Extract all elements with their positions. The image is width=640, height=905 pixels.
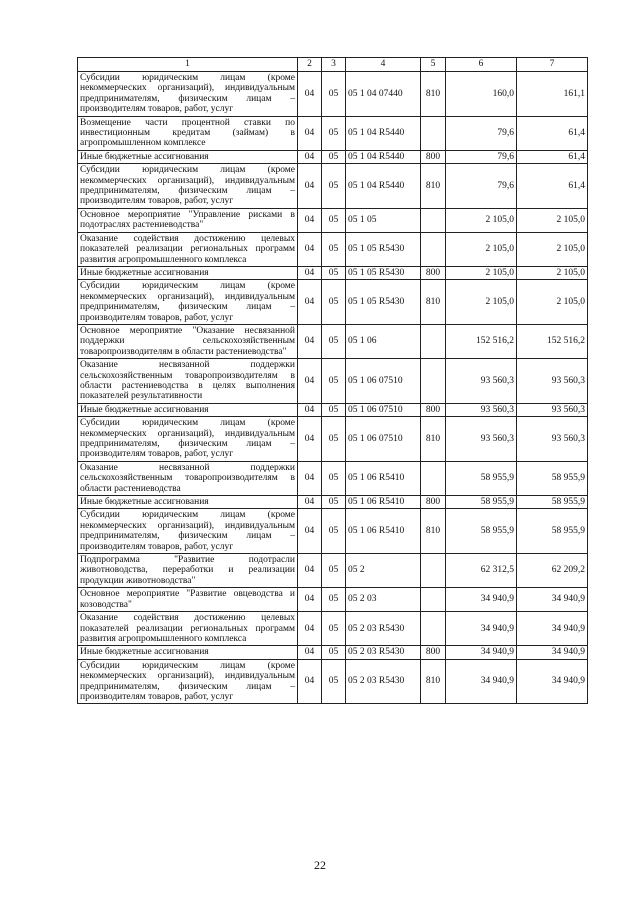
section-cell: 04: [298, 554, 322, 588]
amount-year1-cell: 34 940,9: [446, 659, 517, 704]
amount-year1-cell: 58 955,9: [446, 509, 517, 554]
row-name-cell: Субсидии юридическим лицам (кроме некоммерческих организаций), индивидуальным предпринимателям, физическим лицам – производителям товаров, работ, услуг: [78, 659, 298, 704]
section-cell: 04: [298, 646, 322, 659]
subsection-cell: 05: [322, 612, 346, 646]
amount-year2-cell: 34 940,9: [517, 659, 588, 704]
column-header: 5: [421, 58, 446, 72]
table-row: [78, 150, 588, 163]
target-article-cell: 05 1 04 R5440: [346, 150, 421, 163]
expense-type-cell: 810: [421, 509, 446, 554]
section-cell: 04: [298, 509, 322, 554]
section-cell: 04: [298, 164, 322, 209]
expense-type-cell: 800: [421, 496, 446, 509]
row-name-cell: Иные бюджетные ассигнования: [78, 403, 298, 416]
amount-year1-cell: 93 560,3: [446, 417, 517, 462]
section-cell: 04: [298, 612, 322, 646]
expense-type-cell: [421, 324, 446, 358]
table-row: [78, 417, 588, 462]
section-cell: 04: [298, 359, 322, 404]
target-article-cell: 05 1 05 R5430: [346, 266, 421, 279]
section-cell: 04: [298, 417, 322, 462]
section-cell: 04: [298, 280, 322, 325]
subsection-cell: 05: [322, 461, 346, 495]
subsection-cell: 05: [322, 72, 346, 117]
row-name-cell: Возмещение части процентной ставки по инвестиционным кредитам (займам) в агропромышленном комплексе: [78, 116, 298, 150]
table-row: [78, 116, 588, 150]
expense-type-cell: 810: [421, 659, 446, 704]
table-row: [78, 659, 588, 704]
expense-type-cell: [421, 461, 446, 495]
row-name-cell: Подпрограмма "Развитие подотрасли животноводства, переработки и реализации продукции животноводства": [78, 554, 298, 588]
expense-type-cell: [421, 116, 446, 150]
subsection-cell: 05: [322, 659, 346, 704]
target-article-cell: 05 1 05: [346, 208, 421, 232]
subsection-cell: 05: [322, 646, 346, 659]
section-cell: 04: [298, 496, 322, 509]
column-header: 6: [446, 58, 517, 72]
row-name-cell: Оказание несвязанной поддержки сельскохозяйственным товаропроизводителям в области растениеводства: [78, 461, 298, 495]
expense-type-cell: 800: [421, 150, 446, 163]
section-cell: 04: [298, 403, 322, 416]
amount-year2-cell: 2 105,0: [517, 208, 588, 232]
amount-year1-cell: 62 312,5: [446, 554, 517, 588]
target-article-cell: 05 1 06 R5410: [346, 461, 421, 495]
section-cell: 04: [298, 150, 322, 163]
table-row: [78, 509, 588, 554]
amount-year1-cell: 79,6: [446, 116, 517, 150]
amount-year1-cell: 152 516,2: [446, 324, 517, 358]
table-row: [78, 461, 588, 495]
amount-year1-cell: 2 105,0: [446, 266, 517, 279]
section-cell: 04: [298, 208, 322, 232]
row-name-cell: Оказание несвязанной поддержки сельскохозяйственным товаропроизводителям в области растениеводства в целях выполнения показателей результативности: [78, 359, 298, 404]
amount-year2-cell: 62 209,2: [517, 554, 588, 588]
amount-year2-cell: 93 560,3: [517, 359, 588, 404]
amount-year2-cell: 61,4: [517, 150, 588, 163]
amount-year2-cell: 34 940,9: [517, 588, 588, 612]
amount-year1-cell: 58 955,9: [446, 496, 517, 509]
expense-type-cell: [421, 612, 446, 646]
expense-type-cell: 810: [421, 164, 446, 209]
expense-type-cell: [421, 359, 446, 404]
amount-year1-cell: 2 105,0: [446, 280, 517, 325]
target-article-cell: 05 2 03: [346, 588, 421, 612]
row-name-cell: Иные бюджетные ассигнования: [78, 646, 298, 659]
subsection-cell: 05: [322, 266, 346, 279]
subsection-cell: 05: [322, 496, 346, 509]
target-article-cell: 05 2: [346, 554, 421, 588]
amount-year1-cell: 2 105,0: [446, 232, 517, 266]
amount-year2-cell: 58 955,9: [517, 461, 588, 495]
subsection-cell: 05: [322, 150, 346, 163]
subsection-cell: 05: [322, 324, 346, 358]
row-name-cell: Субсидии юридическим лицам (кроме некоммерческих организаций), индивидуальным предпринимателям, физическим лицам – производителям товаров, работ, услуг: [78, 280, 298, 325]
subsection-cell: 05: [322, 554, 346, 588]
amount-year1-cell: 160,0: [446, 72, 517, 117]
row-name-cell: Иные бюджетные ассигнования: [78, 496, 298, 509]
amount-year2-cell: 93 560,3: [517, 403, 588, 416]
amount-year2-cell: 58 955,9: [517, 509, 588, 554]
row-name-cell: Субсидии юридическим лицам (кроме некоммерческих организаций), индивидуальным предпринимателям, физическим лицам – производителям товаров, работ, услуг: [78, 417, 298, 462]
column-header: 4: [346, 58, 421, 72]
row-name-cell: Субсидии юридическим лицам (кроме некоммерческих организаций), индивидуальным предпринимателям, физическим лицам – производителям товаров, работ, услуг: [78, 72, 298, 117]
section-cell: 04: [298, 116, 322, 150]
subsection-cell: 05: [322, 403, 346, 416]
table-body: [78, 72, 588, 704]
subsection-cell: 05: [322, 164, 346, 209]
amount-year1-cell: 93 560,3: [446, 403, 517, 416]
subsection-cell: 05: [322, 208, 346, 232]
table-row: [78, 280, 588, 325]
target-article-cell: 05 2 03 R5430: [346, 612, 421, 646]
expense-type-cell: 800: [421, 403, 446, 416]
amount-year1-cell: 2 105,0: [446, 208, 517, 232]
amount-year1-cell: 34 940,9: [446, 646, 517, 659]
target-article-cell: 05 1 06 07510: [346, 359, 421, 404]
row-name-cell: Основное мероприятие "Развитие овцеводства и козоводства": [78, 588, 298, 612]
section-cell: 04: [298, 232, 322, 266]
expense-type-cell: 810: [421, 417, 446, 462]
section-cell: 04: [298, 324, 322, 358]
amount-year1-cell: 34 940,9: [446, 612, 517, 646]
table-row: [78, 359, 588, 404]
amount-year2-cell: 93 560,3: [517, 417, 588, 462]
row-name-cell: Основное мероприятие "Оказание несвязанной поддержки сельскохозяйственным товаропроизводителям в области растениеводства": [78, 324, 298, 358]
subsection-cell: 05: [322, 588, 346, 612]
subsection-cell: 05: [322, 359, 346, 404]
subsection-cell: 05: [322, 509, 346, 554]
expense-type-cell: [421, 588, 446, 612]
table-row: [78, 554, 588, 588]
amount-year2-cell: 2 105,0: [517, 232, 588, 266]
table-row: [78, 232, 588, 266]
target-article-cell: 05 1 06 R5410: [346, 509, 421, 554]
target-article-cell: 05 1 06 07510: [346, 403, 421, 416]
target-article-cell: 05 1 04 R5440: [346, 164, 421, 209]
row-name-cell: Субсидии юридическим лицам (кроме некоммерческих организаций), индивидуальным предпринимателям, физическим лицам – производителям товаров, работ, услуг: [78, 164, 298, 209]
table-row: [78, 72, 588, 117]
row-name-cell: Субсидии юридическим лицам (кроме некоммерческих организаций), индивидуальным предпринимателям, физическим лицам – производителям товаров, работ, услуг: [78, 509, 298, 554]
table-row: [78, 588, 588, 612]
amount-year1-cell: 58 955,9: [446, 461, 517, 495]
expense-type-cell: 810: [421, 280, 446, 325]
table-row: [78, 324, 588, 358]
row-name-cell: Оказание содействия достижению целевых показателей реализации региональных программ развития агропромышленного комплекса: [78, 612, 298, 646]
budget-table: [77, 57, 588, 704]
expense-type-cell: [421, 208, 446, 232]
subsection-cell: 05: [322, 280, 346, 325]
row-name-cell: Оказание содействия достижению целевых показателей реализации региональных программ развития агропромышленного комплекса: [78, 232, 298, 266]
amount-year2-cell: 58 955,9: [517, 496, 588, 509]
column-header: 7: [517, 58, 588, 72]
target-article-cell: 05 1 05 R5430: [346, 232, 421, 266]
target-article-cell: 05 2 03 R5430: [346, 646, 421, 659]
target-article-cell: 05 1 04 07440: [346, 72, 421, 117]
row-name-cell: Иные бюджетные ассигнования: [78, 150, 298, 163]
expense-type-cell: [421, 554, 446, 588]
amount-year1-cell: 93 560,3: [446, 359, 517, 404]
amount-year2-cell: 152 516,2: [517, 324, 588, 358]
table-row: [78, 612, 588, 646]
expense-type-cell: 810: [421, 72, 446, 117]
amount-year2-cell: 34 940,9: [517, 646, 588, 659]
column-header: 2: [298, 58, 322, 72]
column-header: 3: [322, 58, 346, 72]
amount-year2-cell: 161,1: [517, 72, 588, 117]
row-name-cell: Основное мероприятие "Управление рисками в подотраслях растениеводства": [78, 208, 298, 232]
amount-year2-cell: 61,4: [517, 116, 588, 150]
section-cell: 04: [298, 266, 322, 279]
section-cell: 04: [298, 659, 322, 704]
table-row: [78, 208, 588, 232]
expense-type-cell: [421, 232, 446, 266]
amount-year1-cell: 79,6: [446, 164, 517, 209]
amount-year2-cell: 2 105,0: [517, 266, 588, 279]
expense-type-cell: 800: [421, 646, 446, 659]
target-article-cell: 05 1 06 R5410: [346, 496, 421, 509]
amount-year2-cell: 2 105,0: [517, 280, 588, 325]
section-cell: 04: [298, 461, 322, 495]
amount-year2-cell: 61,4: [517, 164, 588, 209]
table-row: [78, 164, 588, 209]
subsection-cell: 05: [322, 232, 346, 266]
target-article-cell: 05 1 06 07510: [346, 417, 421, 462]
target-article-cell: 05 1 04 R5440: [346, 116, 421, 150]
table-header-row: [78, 58, 588, 72]
section-cell: 04: [298, 72, 322, 117]
amount-year2-cell: 34 940,9: [517, 612, 588, 646]
table-row: [78, 403, 588, 416]
amount-year1-cell: 79,6: [446, 150, 517, 163]
table-row: [78, 646, 588, 659]
target-article-cell: 05 1 05 R5430: [346, 280, 421, 325]
target-article-cell: 05 1 06: [346, 324, 421, 358]
page-number: 22: [314, 858, 326, 872]
table-row: [78, 496, 588, 509]
target-article-cell: 05 2 03 R5430: [346, 659, 421, 704]
column-header: 1: [78, 58, 298, 72]
subsection-cell: 05: [322, 116, 346, 150]
row-name-cell: Иные бюджетные ассигнования: [78, 266, 298, 279]
section-cell: 04: [298, 588, 322, 612]
expense-type-cell: 800: [421, 266, 446, 279]
subsection-cell: 05: [322, 417, 346, 462]
table-row: [78, 266, 588, 279]
amount-year1-cell: 34 940,9: [446, 588, 517, 612]
